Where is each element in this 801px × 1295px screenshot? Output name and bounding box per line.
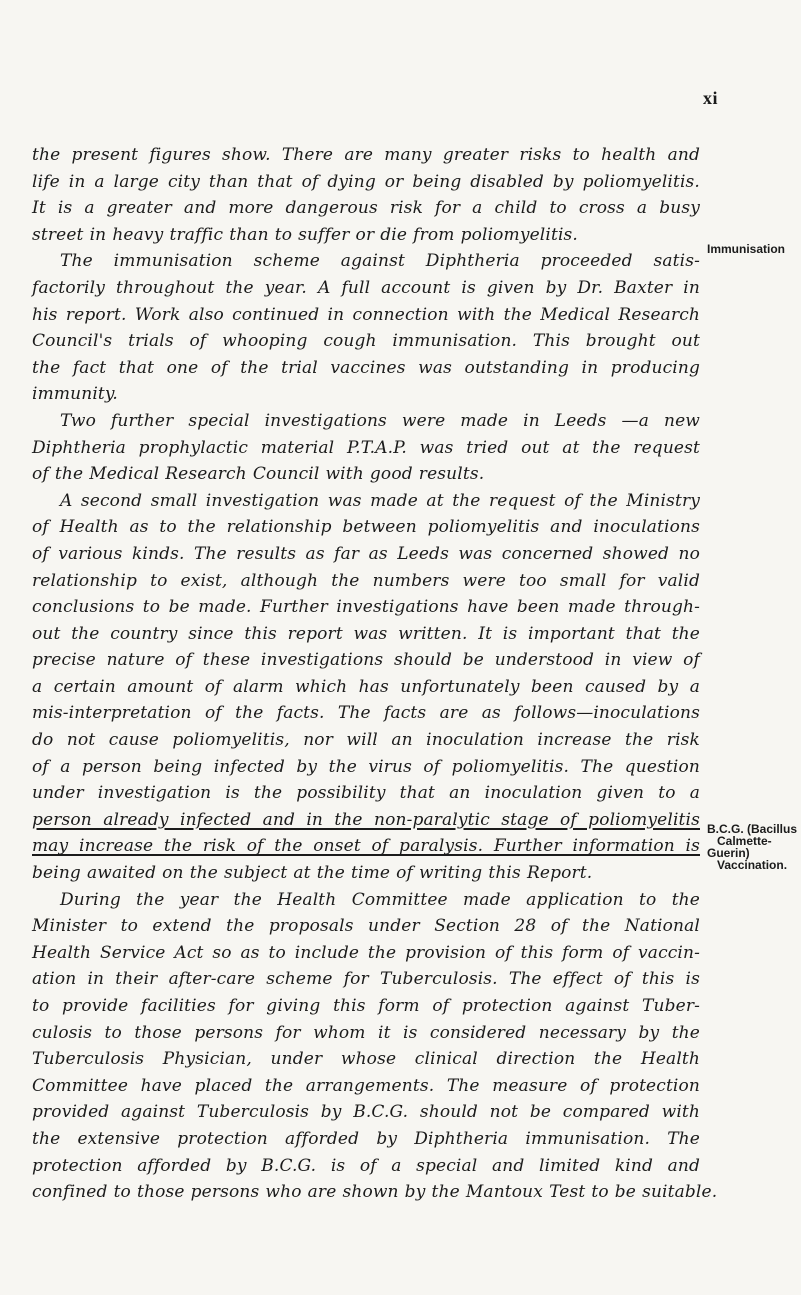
margin-note-line: Guerin) — [707, 846, 750, 860]
margin-note-line: B.C.G. (Bacillus — [707, 822, 798, 836]
text-line: of the Medical Research Council with good results. — [32, 464, 485, 485]
text-line: immunity. — [32, 384, 118, 405]
text-line: do not cause poliomyelitis, nor will an inoculation increase the risk — [32, 730, 700, 751]
text-line: a certain amount of alarm which has unfortunately been caused by a — [32, 676, 700, 697]
text-line: culosis to those persons for whom it is considered necessary by the — [32, 1022, 700, 1043]
margin-note-immunisation — [707, 243, 785, 255]
text-line: confined to those persons who are shown by the Mantoux Test to be suitable. — [32, 1182, 718, 1203]
text-line: Council's trials of whooping cough immunisation. This brought out — [32, 331, 700, 352]
text-line: of various kinds. The results as far as Leeds was concerned showed no — [32, 543, 700, 564]
text-line: Health Service Act so as to include the provision of this form of vaccin- — [32, 942, 700, 963]
text-line: A second small investigation was made at the request of the Ministry — [60, 490, 700, 511]
text-line: out the country since this report was written. It is important that the — [32, 623, 700, 644]
text-line-underlined: person already infected and in the non-paralytic stage of poliomyelitis — [32, 809, 700, 830]
body-text — [32, 142, 718, 1206]
text-line: of a person being infected by the virus of poliomyelitis. The question — [32, 756, 700, 777]
margin-note-line: Vaccination. — [717, 858, 788, 872]
text-line: relationship to exist, although the numbers were too small for valid — [32, 570, 700, 591]
text-line: protection afforded by B.C.G. is of a special and limited kind and — [32, 1155, 700, 1176]
text-line: under investigation is the possibility that an inoculation given to a — [32, 783, 700, 804]
page-number: xi — [703, 88, 719, 108]
text-line: of Health as to the relationship between poliomyelitis and inoculations — [32, 517, 700, 538]
text-line: ation in their after-care scheme for Tuberculosis. The effect of this is — [32, 969, 700, 990]
text-line: the fact that one of the trial vaccines was outstanding in producing — [32, 357, 700, 378]
text-line: the extensive protection afforded by Diphtheria immunisation. The — [32, 1128, 700, 1149]
text-line: life in a large city than that of dying or being disabled by poliomyelitis. — [32, 171, 700, 192]
text-line: mis-interpretation of the facts. The facts are as follows—inoculations — [32, 703, 700, 724]
text-line: being awaited on the subject at the time of writing this Report. — [32, 863, 593, 884]
text-line: Tuberculosis Physician, under whose clinical direction the Health — [32, 1049, 700, 1070]
text-line: Two further special investigations were made in Leeds —a new — [60, 410, 700, 431]
text-line: provided against Tuberculosis by B.C.G. should not be compared with — [32, 1102, 700, 1123]
text-line: During the year the Health Committee made application to the — [60, 889, 700, 910]
text-line: It is a greater and more dangerous risk for a child to cross a busy — [32, 198, 700, 219]
text-line: street in heavy traffic than to suffer or die from poliomyelitis. — [32, 224, 578, 245]
text-line-underlined: may increase the risk of the onset of paralysis. Further information is — [32, 836, 700, 857]
text-line: the present figures show. There are many greater risks to health and — [32, 145, 700, 165]
text-line: Diphtheria prophylactic material P.T.A.P. was tried out at the request — [32, 437, 700, 458]
text-line: to provide facilities for giving this form of protection against Tuber- — [32, 996, 700, 1016]
margin-note-line: Calmette- — [717, 834, 772, 848]
text-line: The immunisation scheme against Diphtheria proceeded satis- — [60, 251, 700, 272]
text-line: his report. Work also continued in connection with the Medical Research — [32, 304, 700, 325]
margin-note-line: Immunisation — [707, 242, 786, 256]
text-line: conclusions to be made. Further investigations have been made through- — [32, 597, 700, 618]
text-line: precise nature of these investigations should be understood in view of — [32, 650, 700, 671]
text-line: Minister to extend the proposals under Section 28 of the National — [32, 916, 700, 937]
text-line: Committee have placed the arrangements. The measure of protection — [32, 1075, 700, 1096]
text-line: factorily throughout the year. A full account is given by Dr. Baxter in — [32, 277, 700, 298]
margin-note-bcg — [707, 823, 797, 871]
